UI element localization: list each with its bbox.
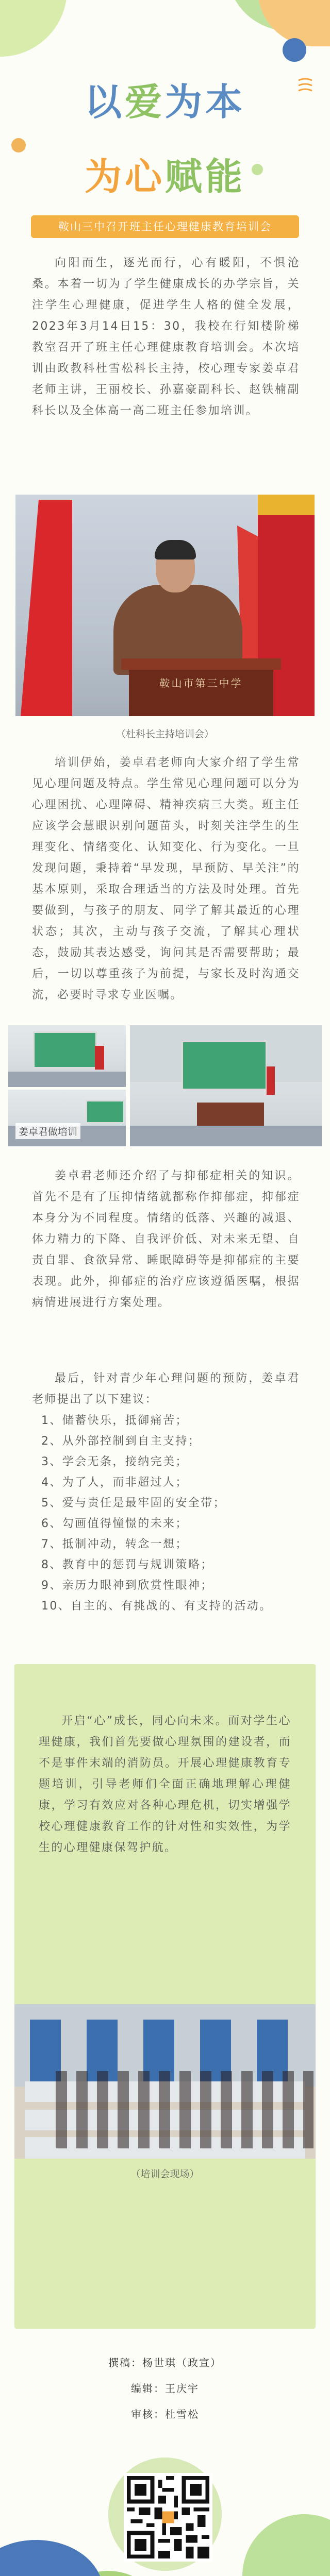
decor-blob-bottom-right [242,2514,330,2576]
podium-sign: 鞍山市第三中学 [159,677,243,689]
decor-blob-top-left [0,0,67,57]
list-item: 8、教育中的惩罚与规训策略； [41,1558,213,1571]
subtitle-banner: 鞍山三中召开班主任心理健康教育培训会 [31,215,299,238]
list-item: 1、储蓄快乐，抵御痛苦； [41,1414,188,1427]
list-item: 9、亲历力眼神到欣赏性眼神； [41,1579,213,1592]
venue-photo-caption: （培训会现场） [130,2168,200,2180]
photo-host-speaking [15,495,315,716]
intro-paragraph: 向阳而生，逐光而行，心有暖阳，不惧沧桑。本着一切为了学生健康成长的办学宗旨，关注学生心理健康，促进学生人格的健全发展，2023年3月14日15：30，我校在行知楼阶梯教室召开了班主任心理健康教育培训会。本次培训由政教科杜雪松科长主持，校心理专家姜卓君老师主讲，王丽校长、孙嘉豪副科长、赵铁楠副科长以及全体高一高二班主任参加培训。 [32,257,300,417]
section2-paragraph: 培训伊始，姜卓君老师向大家介绍了学生常见心理问题及特点。学生常见心理问题可以分为心理困扰、心理障碍、精神疾病三大类。班主任应该学会慧眼识别问题苗头，时刻关注学生的生理变化、情绪变化、认知变化、行为变化。一旦发现问题，秉持着“早发现，早预防、早关注”的基本原则，采取合理适当的方法及时处理。首先要做到，与孩子的朋友、同学了解其最近的心理状态；其次，主动与孩子交流，了解其心理状态，鼓励其表达感受，询问其是否需要帮助；最后，一切以尊重孩子为前提，与家长及时沟通交流，必要时寻求专业医嘱。 [32,756,300,1002]
list-item: 4、为了人，而非超过人； [41,1476,188,1489]
photo1-caption: （杜科长主持培训会） [116,728,214,740]
qr-code-icon[interactable] [124,2473,212,2562]
list-item: 7、抵制冲动，转念一想； [41,1538,188,1551]
credit-writer: 撰稿：杨世琪（政宣） [108,2357,222,2369]
decor-dot-blue [283,38,306,62]
photo-training-large [130,1025,322,1146]
list-item: 10、自主的、有挑战的、有支持的活动。 [41,1600,272,1613]
credit-reviewer: 审核：杜雪松 [131,2408,199,2420]
decor-blob-bottom-left [0,2540,103,2576]
tips-list [41,1411,309,1617]
page-title-line1: 以爱为本 [84,80,246,124]
page-title-line2: 为心赋能 [84,155,246,198]
photo-training-small [8,1025,126,1087]
list-item: 6、勾画值得憧憬的未来； [41,1517,188,1530]
photo-grid-caption: 姜卓君做培训 [15,1123,80,1139]
list-item: 5、爱与责任是最牢固的安全带； [41,1497,226,1510]
closing-paragraph: 开启“心”成长，同心向未来。面对学生心理健康，我们首先要做心理氛围的建设者，而不是事件末端的消防员。开展心理健康教育专题培训，引导老师们全面正确地理解心理健康，学习有效应对各种心理危机，切实增强学校心理健康教育工作的针对性和实效性，为学生的心理健康保驾护航。 [39,1715,291,1854]
list-item: 2、从外部控制到自主支持； [41,1435,201,1448]
photo-training-venue [14,2004,316,2159]
credit-editor: 编辑：王庆宇 [131,2382,199,2395]
section3-paragraph1: 姜卓君老师还介绍了与抑郁症相关的知识。首先不是有了压抑情绪就都称作抑郁症，抑郁症本身分为不同程度。情绪的低落、兴趣的减退、体力精力的下降、自我评价低、对未来无望、自责自罪、食欲异常、睡眠障碍等是抑郁症的主要表现。此外，抑郁症的治疗应该遵循医嘱，根据病情进展进行方案处理。 [32,1170,300,1309]
list-item: 3、学会无条，接纳完美； [41,1455,188,1468]
section3-paragraph2: 最后，针对青少年心理问题的预防，姜卓君老师提出了以下建议： [32,1372,300,1406]
